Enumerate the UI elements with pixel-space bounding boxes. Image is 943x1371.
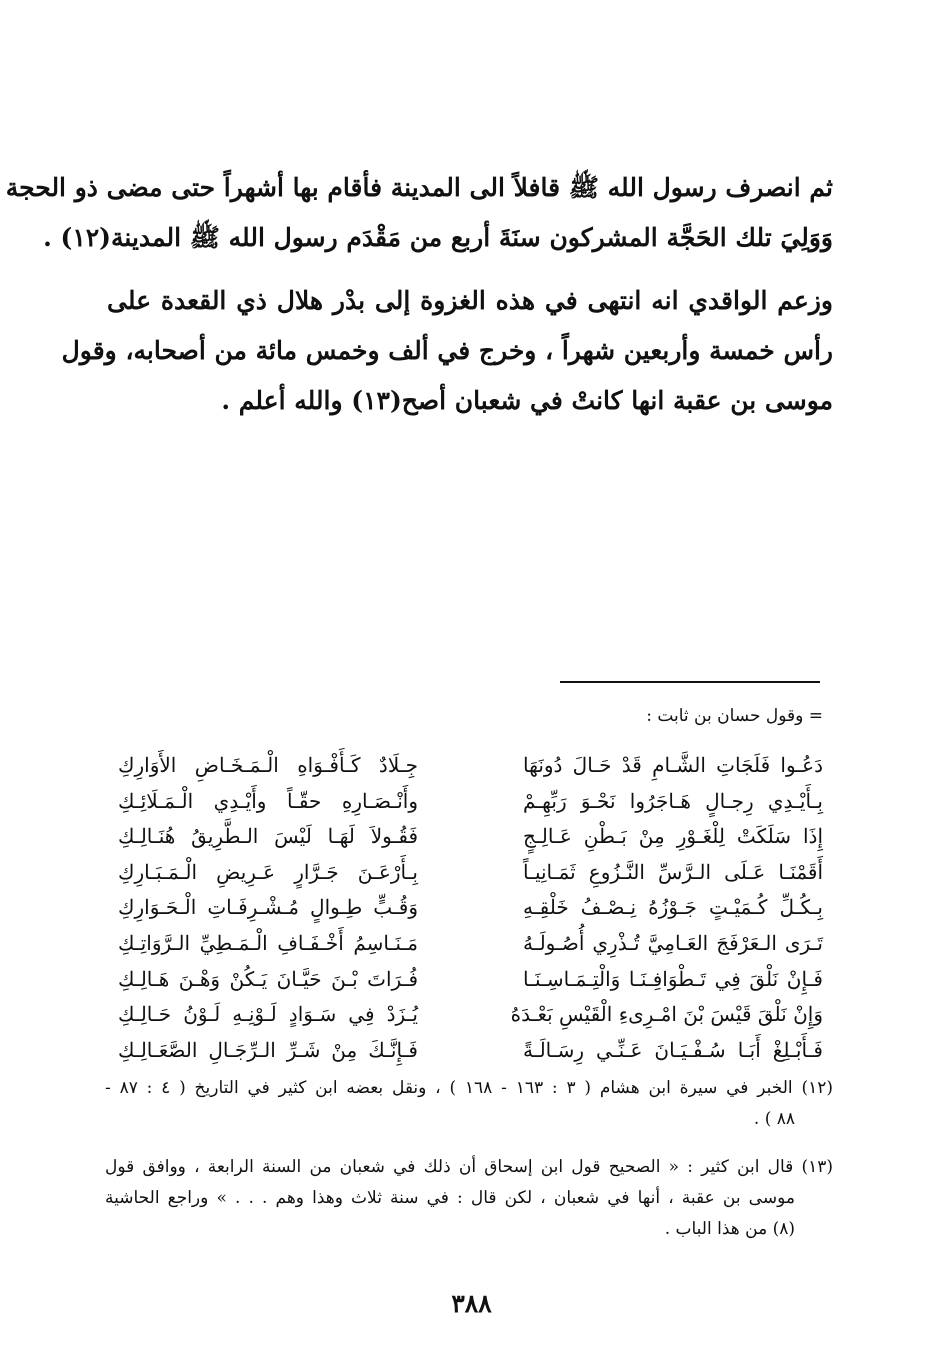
poem — [108, 748, 823, 1068]
poem-verse — [108, 748, 823, 784]
text-line: رأس خمسة وأربعين شهراً ، وخرج في ألف وخمس مائة من أصحابه، وقول — [61, 336, 833, 365]
verse-second-hemistich: وَقُـبٍّ طِـوالٍ مُـشْـرِفَـاتِ الْـحَـوَارِكِ — [118, 895, 418, 920]
poem-verse — [108, 926, 823, 962]
verse-first-hemistich: دَعُـوا فَلَجَاتِ الشَّـامِ قَدْ حَـالَ دُونَهَا — [523, 753, 823, 777]
poem-verse — [108, 890, 823, 926]
text-line: موسى بن عقبة انها كانتْ في شعبان أصح(١٣) والله أعلم . — [221, 386, 833, 415]
verse-second-hemistich: مَـنَـاسِمُ أَخْـفَـافِ الْـمَـطِيِّ الـرَّوَاتِـكِ — [118, 930, 418, 955]
footnotes — [105, 1073, 833, 1245]
footnote-12 — [105, 1073, 833, 1135]
verse-first-hemistich: تَـرَى الـعَرْفَجَ العَـامِيَّ تُـذْرِي أُصُـولَـهُ — [523, 930, 823, 955]
verse-first-hemistich: بِـكُـلِّ كُـمَيْـتٍ جَـوْزُهُ نِـصْـفُ خَلْقِـهِ — [523, 895, 823, 920]
verse-first-hemistich: أَقَمْنَـا عَـلَى الـرَّسِّ النَّـزُوعِ ثَمَـانِيـاً — [523, 859, 823, 884]
verse-first-hemistich: بِـأَيْـدِي رِجـالٍ هَـاجَرُوا نَحْـوَ رَبِّهِـمْ — [523, 788, 823, 813]
verse-second-hemistich: فَقُـولاَ لَهَـا لَيْسَ الـطَّرِيقُ هُنَـالِـكِ — [118, 824, 418, 849]
poem-verse — [108, 997, 823, 1033]
verse-first-hemistich: وَإِنْ نَلْقَ قَيْسَ بْنَ امْـرِىءِ الْقَيْسِ بَعْـدَهُ — [510, 1002, 823, 1027]
footnote-line: (١٣) قال ابن كثير : « الصحيح قول ابن إسحاق أن ذلك في شعبان من السنة الرابعة ، ووافق قول — [105, 1157, 833, 1177]
footnote-line: موسى بن عقبة ، أنها في شعبان ، لكن قال : في سنة ثلاث وهذا وهم . . . » وراجع الحاشية — [105, 1188, 795, 1208]
poem-verse — [108, 819, 823, 855]
page-number: ٣٨٨ — [451, 1289, 492, 1318]
text-line: وَوَلِيَ تلك الحَجَّة المشركون سنَةَ أربع من مَقْدَم رسول الله ﷺ المدينة(١٢) . — [43, 223, 833, 252]
poem-verse — [108, 855, 823, 891]
poem-intro: = وقول حسان بن ثابت : — [646, 706, 823, 726]
footnote-separator — [560, 681, 820, 683]
poem-verse — [108, 962, 823, 998]
text-line: وزعم الواقدي انه انتهى في هذه الغزوة إلى بدْر هلال ذي القعدة على — [107, 286, 833, 315]
verse-first-hemistich: إِذَا سَلَكَتْ لِلْغَـوْرِ مِنْ بَـطْنِ عَـالِـجٍ — [523, 824, 823, 849]
footnote-line: (٨) من هذا الباب . — [664, 1219, 795, 1239]
body-paragraph-2 — [61, 276, 833, 426]
poem-verse — [108, 1033, 823, 1069]
footnote-line: ٨٨ ) . — [753, 1109, 795, 1129]
verse-second-hemistich: فَـإِنَّـكَ مِنْ شَـرِّ الـرِّجَـالِ الصَّعَـالِـكِ — [118, 1037, 418, 1062]
verse-first-hemistich: فَـأَبْـلِغْ أَبَـا سُـفْـيَـانَ عَـنِّـي رِسَـالَـةً — [523, 1037, 823, 1062]
verse-second-hemistich: فُـرَاتَ بْـنَ حَيَّـانَ يَـكُنْ وَهْـنَ هَـالِـكِ — [118, 966, 418, 991]
footnote-line: (١٢) الخبر في سيرة ابن هشام ( ٣ : ١٦٣ - ١٦٨ ) ، ونقل بعضه ابن كثير في التاريخ ( ٤ : ٨٧ - — [105, 1078, 833, 1098]
text-line: ثم انصرف رسول الله ﷺ قافلاً الى المدينة فأقام بها أشهراً حتى مضى ذو الحجة — [5, 173, 833, 202]
poem-verse — [108, 784, 823, 820]
verse-second-hemistich: جِـلَادٌ كَـأَفْـوَاهِ الْـمَـخَـاضِ الأَوَارِكِ — [118, 753, 418, 777]
verse-second-hemistich: وأَنْـصَـارِهِ حقّـاً وأَيْـدِي الْـمَـلَائِـكِ — [118, 788, 418, 813]
verse-first-hemistich: فَـإِنْ نَلْقَ فِي تَـطْوَافِـنَـا وَالْتِـمَـاسِـنَـا — [523, 966, 823, 991]
verse-second-hemistich: بِـأَرْعَـنَ جَـرَّارٍ عَـرِيضِ الْـمَـبَـارِكِ — [118, 859, 418, 884]
verse-second-hemistich: يُـزَدْ فِي سَـوَادٍ لَـوْنِـهِ لَـوْنُ حَـالِـكِ — [118, 1002, 418, 1027]
footnote-13 — [105, 1152, 833, 1245]
body-paragraph-1 — [5, 163, 833, 263]
